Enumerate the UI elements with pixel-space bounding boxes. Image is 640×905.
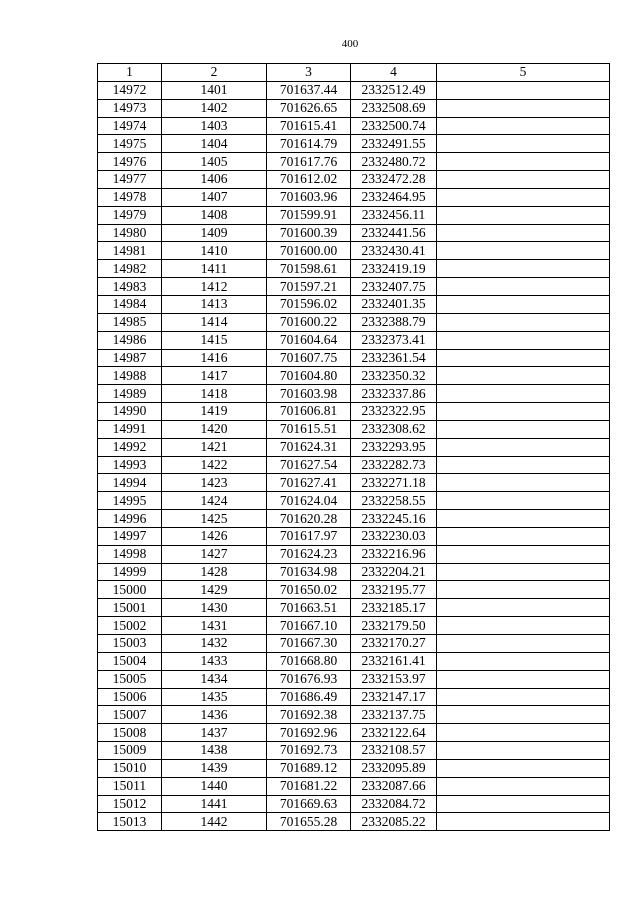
table-cell-col-2: 1423 xyxy=(162,474,267,492)
table-cell-col-3: 701655.28 xyxy=(267,813,351,831)
table-cell-col-5 xyxy=(437,295,610,313)
table-cell-col-2: 1407 xyxy=(162,188,267,206)
table-cell-col-5 xyxy=(437,599,610,617)
table-row xyxy=(98,742,610,760)
table-cell-col-5 xyxy=(437,242,610,260)
table-cell-col-4: 2332480.72 xyxy=(351,153,437,171)
table-cell-col-3: 701615.41 xyxy=(267,117,351,135)
table-row xyxy=(98,652,610,670)
table-cell-col-1: 15005 xyxy=(98,670,162,688)
table-cell-col-5 xyxy=(437,545,610,563)
table-body xyxy=(98,81,610,830)
table-cell-col-3: 701676.93 xyxy=(267,670,351,688)
table-cell-col-1: 14980 xyxy=(98,224,162,242)
table-cell-col-3: 701634.98 xyxy=(267,563,351,581)
table-cell-col-5 xyxy=(437,224,610,242)
table-row xyxy=(98,278,610,296)
table-row xyxy=(98,367,610,385)
table-cell-col-4: 2332245.16 xyxy=(351,510,437,528)
table-cell-col-4: 2332401.35 xyxy=(351,295,437,313)
table-cell-col-1: 14984 xyxy=(98,295,162,313)
table-cell-col-2: 1403 xyxy=(162,117,267,135)
table-row xyxy=(98,527,610,545)
table-cell-col-5 xyxy=(437,403,610,421)
table-cell-col-3: 701596.02 xyxy=(267,295,351,313)
table-cell-col-4: 2332508.69 xyxy=(351,99,437,117)
table-cell-col-1: 14974 xyxy=(98,117,162,135)
table-cell-col-1: 14996 xyxy=(98,510,162,528)
table-cell-col-1: 14993 xyxy=(98,456,162,474)
table-cell-col-5 xyxy=(437,99,610,117)
table-cell-col-4: 2332500.74 xyxy=(351,117,437,135)
table-cell-col-2: 1438 xyxy=(162,742,267,760)
table-cell-col-1: 15012 xyxy=(98,795,162,813)
table-cell-col-2: 1430 xyxy=(162,599,267,617)
table-cell-col-5 xyxy=(437,510,610,528)
table-cell-col-1: 14990 xyxy=(98,403,162,421)
table-cell-col-1: 15002 xyxy=(98,617,162,635)
table-row xyxy=(98,670,610,688)
table-cell-col-4: 2332179.50 xyxy=(351,617,437,635)
table-cell-col-1: 14989 xyxy=(98,385,162,403)
table-cell-col-3: 701620.28 xyxy=(267,510,351,528)
table-cell-col-4: 2332258.55 xyxy=(351,492,437,510)
table-cell-col-2: 1401 xyxy=(162,81,267,99)
table-cell-col-1: 14994 xyxy=(98,474,162,492)
table-row xyxy=(98,260,610,278)
table-cell-col-5 xyxy=(437,474,610,492)
table-cell-col-3: 701626.65 xyxy=(267,99,351,117)
table-cell-col-2: 1406 xyxy=(162,171,267,189)
table-cell-col-3: 701692.38 xyxy=(267,706,351,724)
table-cell-col-4: 2332204.21 xyxy=(351,563,437,581)
table-row xyxy=(98,420,610,438)
table-cell-col-4: 2332170.27 xyxy=(351,635,437,653)
table-cell-col-3: 701692.73 xyxy=(267,742,351,760)
table-cell-col-4: 2332373.41 xyxy=(351,331,437,349)
table-cell-col-2: 1404 xyxy=(162,135,267,153)
table-cell-col-1: 14977 xyxy=(98,171,162,189)
table-cell-col-3: 701627.41 xyxy=(267,474,351,492)
table-cell-col-5 xyxy=(437,278,610,296)
table-cell-col-2: 1424 xyxy=(162,492,267,510)
table-cell-col-1: 14998 xyxy=(98,545,162,563)
table-cell-col-5 xyxy=(437,188,610,206)
table-cell-col-4: 2332293.95 xyxy=(351,438,437,456)
table-cell-col-3: 701637.44 xyxy=(267,81,351,99)
table-cell-col-2: 1440 xyxy=(162,777,267,795)
table-cell-col-4: 2332456.11 xyxy=(351,206,437,224)
table-cell-col-5 xyxy=(437,420,610,438)
table-row xyxy=(98,688,610,706)
table-cell-col-2: 1429 xyxy=(162,581,267,599)
table-cell-col-5 xyxy=(437,563,610,581)
table-cell-col-2: 1411 xyxy=(162,260,267,278)
table-cell-col-2: 1415 xyxy=(162,331,267,349)
table-cell-col-2: 1439 xyxy=(162,759,267,777)
table-cell-col-1: 14987 xyxy=(98,349,162,367)
table-cell-col-5 xyxy=(437,581,610,599)
table-cell-col-1: 14988 xyxy=(98,367,162,385)
table-cell-col-4: 2332361.54 xyxy=(351,349,437,367)
table-cell-col-2: 1441 xyxy=(162,795,267,813)
table-cell-col-3: 701603.98 xyxy=(267,385,351,403)
table-row xyxy=(98,510,610,528)
table-row xyxy=(98,795,610,813)
table-cell-col-1: 15010 xyxy=(98,759,162,777)
table-cell-col-2: 1421 xyxy=(162,438,267,456)
table-cell-col-5 xyxy=(437,135,610,153)
table-cell-col-2: 1416 xyxy=(162,349,267,367)
table-cell-col-1: 14982 xyxy=(98,260,162,278)
table-cell-col-5 xyxy=(437,456,610,474)
table-cell-col-1: 15004 xyxy=(98,652,162,670)
table-cell-col-4: 2332464.95 xyxy=(351,188,437,206)
column-header-5: 5 xyxy=(437,64,610,82)
table-cell-col-1: 14992 xyxy=(98,438,162,456)
table-cell-col-5 xyxy=(437,153,610,171)
table-cell-col-4: 2332491.55 xyxy=(351,135,437,153)
table-cell-col-2: 1426 xyxy=(162,527,267,545)
table-row xyxy=(98,813,610,831)
table-cell-col-2: 1425 xyxy=(162,510,267,528)
table-cell-col-2: 1414 xyxy=(162,313,267,331)
coordinates-table xyxy=(97,63,610,831)
table-cell-col-5 xyxy=(437,206,610,224)
table-cell-col-2: 1442 xyxy=(162,813,267,831)
table-cell-col-4: 2332153.97 xyxy=(351,670,437,688)
table-cell-col-4: 2332441.56 xyxy=(351,224,437,242)
table-cell-col-4: 2332161.41 xyxy=(351,652,437,670)
table-cell-col-2: 1432 xyxy=(162,635,267,653)
table-cell-col-4: 2332085.22 xyxy=(351,813,437,831)
table-cell-col-5 xyxy=(437,171,610,189)
table-cell-col-4: 2332430.41 xyxy=(351,242,437,260)
table-row xyxy=(98,563,610,581)
table-cell-col-2: 1434 xyxy=(162,670,267,688)
table-row xyxy=(98,153,610,171)
table-row xyxy=(98,635,610,653)
table-cell-col-5 xyxy=(437,777,610,795)
table-cell-col-4: 2332512.49 xyxy=(351,81,437,99)
table-cell-col-1: 14983 xyxy=(98,278,162,296)
table-row xyxy=(98,492,610,510)
table-cell-col-4: 2332407.75 xyxy=(351,278,437,296)
table-row xyxy=(98,99,610,117)
table-cell-col-1: 15011 xyxy=(98,777,162,795)
table-cell-col-2: 1431 xyxy=(162,617,267,635)
table-cell-col-3: 701650.02 xyxy=(267,581,351,599)
table-row xyxy=(98,313,610,331)
table-cell-col-1: 15013 xyxy=(98,813,162,831)
table-cell-col-3: 701624.23 xyxy=(267,545,351,563)
table-cell-col-2: 1435 xyxy=(162,688,267,706)
table-cell-col-3: 701614.79 xyxy=(267,135,351,153)
table-cell-col-1: 15007 xyxy=(98,706,162,724)
table-cell-col-3: 701669.63 xyxy=(267,795,351,813)
table-cell-col-5 xyxy=(437,724,610,742)
table-row xyxy=(98,777,610,795)
table-row xyxy=(98,617,610,635)
table-cell-col-3: 701663.51 xyxy=(267,599,351,617)
table-cell-col-1: 14997 xyxy=(98,527,162,545)
table-cell-col-3: 701624.31 xyxy=(267,438,351,456)
table-cell-col-3: 701597.21 xyxy=(267,278,351,296)
table-cell-col-5 xyxy=(437,438,610,456)
table-cell-col-1: 15008 xyxy=(98,724,162,742)
table-cell-col-2: 1428 xyxy=(162,563,267,581)
table-row xyxy=(98,599,610,617)
table-cell-col-1: 14975 xyxy=(98,135,162,153)
column-header-2: 2 xyxy=(162,64,267,82)
table-cell-col-4: 2332084.72 xyxy=(351,795,437,813)
table-cell-col-1: 14991 xyxy=(98,420,162,438)
table-cell-col-1: 15003 xyxy=(98,635,162,653)
table-cell-col-1: 14978 xyxy=(98,188,162,206)
table-cell-col-3: 701600.39 xyxy=(267,224,351,242)
table-cell-col-1: 14986 xyxy=(98,331,162,349)
table-cell-col-4: 2332472.28 xyxy=(351,171,437,189)
table-cell-col-5 xyxy=(437,81,610,99)
table-row xyxy=(98,706,610,724)
table-cell-col-2: 1433 xyxy=(162,652,267,670)
table-cell-col-5 xyxy=(437,635,610,653)
table-cell-col-1: 14979 xyxy=(98,206,162,224)
table-cell-col-2: 1402 xyxy=(162,99,267,117)
table-row xyxy=(98,295,610,313)
table-cell-col-4: 2332322.95 xyxy=(351,403,437,421)
table-cell-col-1: 15009 xyxy=(98,742,162,760)
table-cell-col-1: 14999 xyxy=(98,563,162,581)
table-cell-col-3: 701600.22 xyxy=(267,313,351,331)
table-cell-col-4: 2332195.77 xyxy=(351,581,437,599)
table-cell-col-2: 1419 xyxy=(162,403,267,421)
table-cell-col-1: 15000 xyxy=(98,581,162,599)
table-cell-col-2: 1408 xyxy=(162,206,267,224)
table-row xyxy=(98,385,610,403)
table-cell-col-2: 1418 xyxy=(162,385,267,403)
table-cell-col-5 xyxy=(437,527,610,545)
table-row xyxy=(98,242,610,260)
table-cell-col-4: 2332388.79 xyxy=(351,313,437,331)
table-cell-col-3: 701604.64 xyxy=(267,331,351,349)
table-cell-col-1: 15001 xyxy=(98,599,162,617)
table-cell-col-3: 701668.80 xyxy=(267,652,351,670)
table-cell-col-3: 701689.12 xyxy=(267,759,351,777)
table-row xyxy=(98,456,610,474)
table-row xyxy=(98,331,610,349)
table-cell-col-4: 2332337.86 xyxy=(351,385,437,403)
table-cell-col-3: 701600.00 xyxy=(267,242,351,260)
table-cell-col-1: 14972 xyxy=(98,81,162,99)
table-row xyxy=(98,206,610,224)
table-cell-col-3: 701624.04 xyxy=(267,492,351,510)
table-cell-col-3: 701598.61 xyxy=(267,260,351,278)
column-header-1: 1 xyxy=(98,64,162,82)
table-cell-col-4: 2332185.17 xyxy=(351,599,437,617)
table-cell-col-4: 2332308.62 xyxy=(351,420,437,438)
table-row xyxy=(98,349,610,367)
table-cell-col-3: 701667.30 xyxy=(267,635,351,653)
table-cell-col-3: 701607.75 xyxy=(267,349,351,367)
table-cell-col-2: 1420 xyxy=(162,420,267,438)
table-cell-col-4: 2332147.17 xyxy=(351,688,437,706)
table-cell-col-3: 701603.96 xyxy=(267,188,351,206)
table-row xyxy=(98,188,610,206)
table-cell-col-5 xyxy=(437,742,610,760)
table-row xyxy=(98,135,610,153)
table-cell-col-2: 1427 xyxy=(162,545,267,563)
table-cell-col-2: 1413 xyxy=(162,295,267,313)
table-row xyxy=(98,545,610,563)
table-cell-col-1: 14981 xyxy=(98,242,162,260)
table-cell-col-5 xyxy=(437,652,610,670)
table-row xyxy=(98,403,610,421)
table-cell-col-4: 2332095.89 xyxy=(351,759,437,777)
table-cell-col-5 xyxy=(437,688,610,706)
table-cell-col-4: 2332122.64 xyxy=(351,724,437,742)
table-header xyxy=(98,64,610,82)
table-cell-col-4: 2332216.96 xyxy=(351,545,437,563)
table-cell-col-2: 1409 xyxy=(162,224,267,242)
table-cell-col-2: 1410 xyxy=(162,242,267,260)
table-cell-col-5 xyxy=(437,813,610,831)
table-cell-col-4: 2332350.32 xyxy=(351,367,437,385)
table-cell-col-5 xyxy=(437,795,610,813)
table-cell-col-1: 15006 xyxy=(98,688,162,706)
table-cell-col-1: 14976 xyxy=(98,153,162,171)
table-row xyxy=(98,438,610,456)
table-cell-col-4: 2332108.57 xyxy=(351,742,437,760)
table-cell-col-5 xyxy=(437,349,610,367)
table-cell-col-4: 2332419.19 xyxy=(351,260,437,278)
table-cell-col-3: 701686.49 xyxy=(267,688,351,706)
table-row xyxy=(98,171,610,189)
table-cell-col-5 xyxy=(437,492,610,510)
table-cell-col-3: 701667.10 xyxy=(267,617,351,635)
table-cell-col-5 xyxy=(437,670,610,688)
table-cell-col-1: 14973 xyxy=(98,99,162,117)
table-cell-col-5 xyxy=(437,313,610,331)
table-cell-col-5 xyxy=(437,367,610,385)
page-number: 400 xyxy=(341,38,359,50)
table-cell-col-3: 701606.81 xyxy=(267,403,351,421)
table-cell-col-3: 701627.54 xyxy=(267,456,351,474)
table-cell-col-4: 2332087.66 xyxy=(351,777,437,795)
table-cell-col-4: 2332282.73 xyxy=(351,456,437,474)
column-header-3: 3 xyxy=(267,64,351,82)
table-cell-col-3: 701599.91 xyxy=(267,206,351,224)
table-cell-col-5 xyxy=(437,617,610,635)
table-cell-col-2: 1405 xyxy=(162,153,267,171)
table-cell-col-5 xyxy=(437,331,610,349)
table-cell-col-2: 1437 xyxy=(162,724,267,742)
table-cell-col-5 xyxy=(437,706,610,724)
table-row xyxy=(98,117,610,135)
table-cell-col-5 xyxy=(437,117,610,135)
table-row xyxy=(98,581,610,599)
table-row xyxy=(98,724,610,742)
table-cell-col-4: 2332271.18 xyxy=(351,474,437,492)
table-cell-col-2: 1422 xyxy=(162,456,267,474)
table-cell-col-2: 1412 xyxy=(162,278,267,296)
table-cell-col-3: 701617.97 xyxy=(267,527,351,545)
table-cell-col-3: 701612.02 xyxy=(267,171,351,189)
table-cell-col-3: 701617.76 xyxy=(267,153,351,171)
table-cell-col-3: 701604.80 xyxy=(267,367,351,385)
table-row xyxy=(98,759,610,777)
table-cell-col-4: 2332137.75 xyxy=(351,706,437,724)
table-cell-col-5 xyxy=(437,260,610,278)
table-row xyxy=(98,224,610,242)
table-cell-col-3: 701692.96 xyxy=(267,724,351,742)
table-cell-col-3: 701615.51 xyxy=(267,420,351,438)
table-cell-col-1: 14985 xyxy=(98,313,162,331)
table-row xyxy=(98,474,610,492)
column-header-4: 4 xyxy=(351,64,437,82)
table-cell-col-4: 2332230.03 xyxy=(351,527,437,545)
table-cell-col-5 xyxy=(437,759,610,777)
table-cell-col-2: 1417 xyxy=(162,367,267,385)
table-row xyxy=(98,81,610,99)
table-cell-col-1: 14995 xyxy=(98,492,162,510)
table-cell-col-2: 1436 xyxy=(162,706,267,724)
header-row xyxy=(98,64,610,82)
table-cell-col-3: 701681.22 xyxy=(267,777,351,795)
table-cell-col-5 xyxy=(437,385,610,403)
